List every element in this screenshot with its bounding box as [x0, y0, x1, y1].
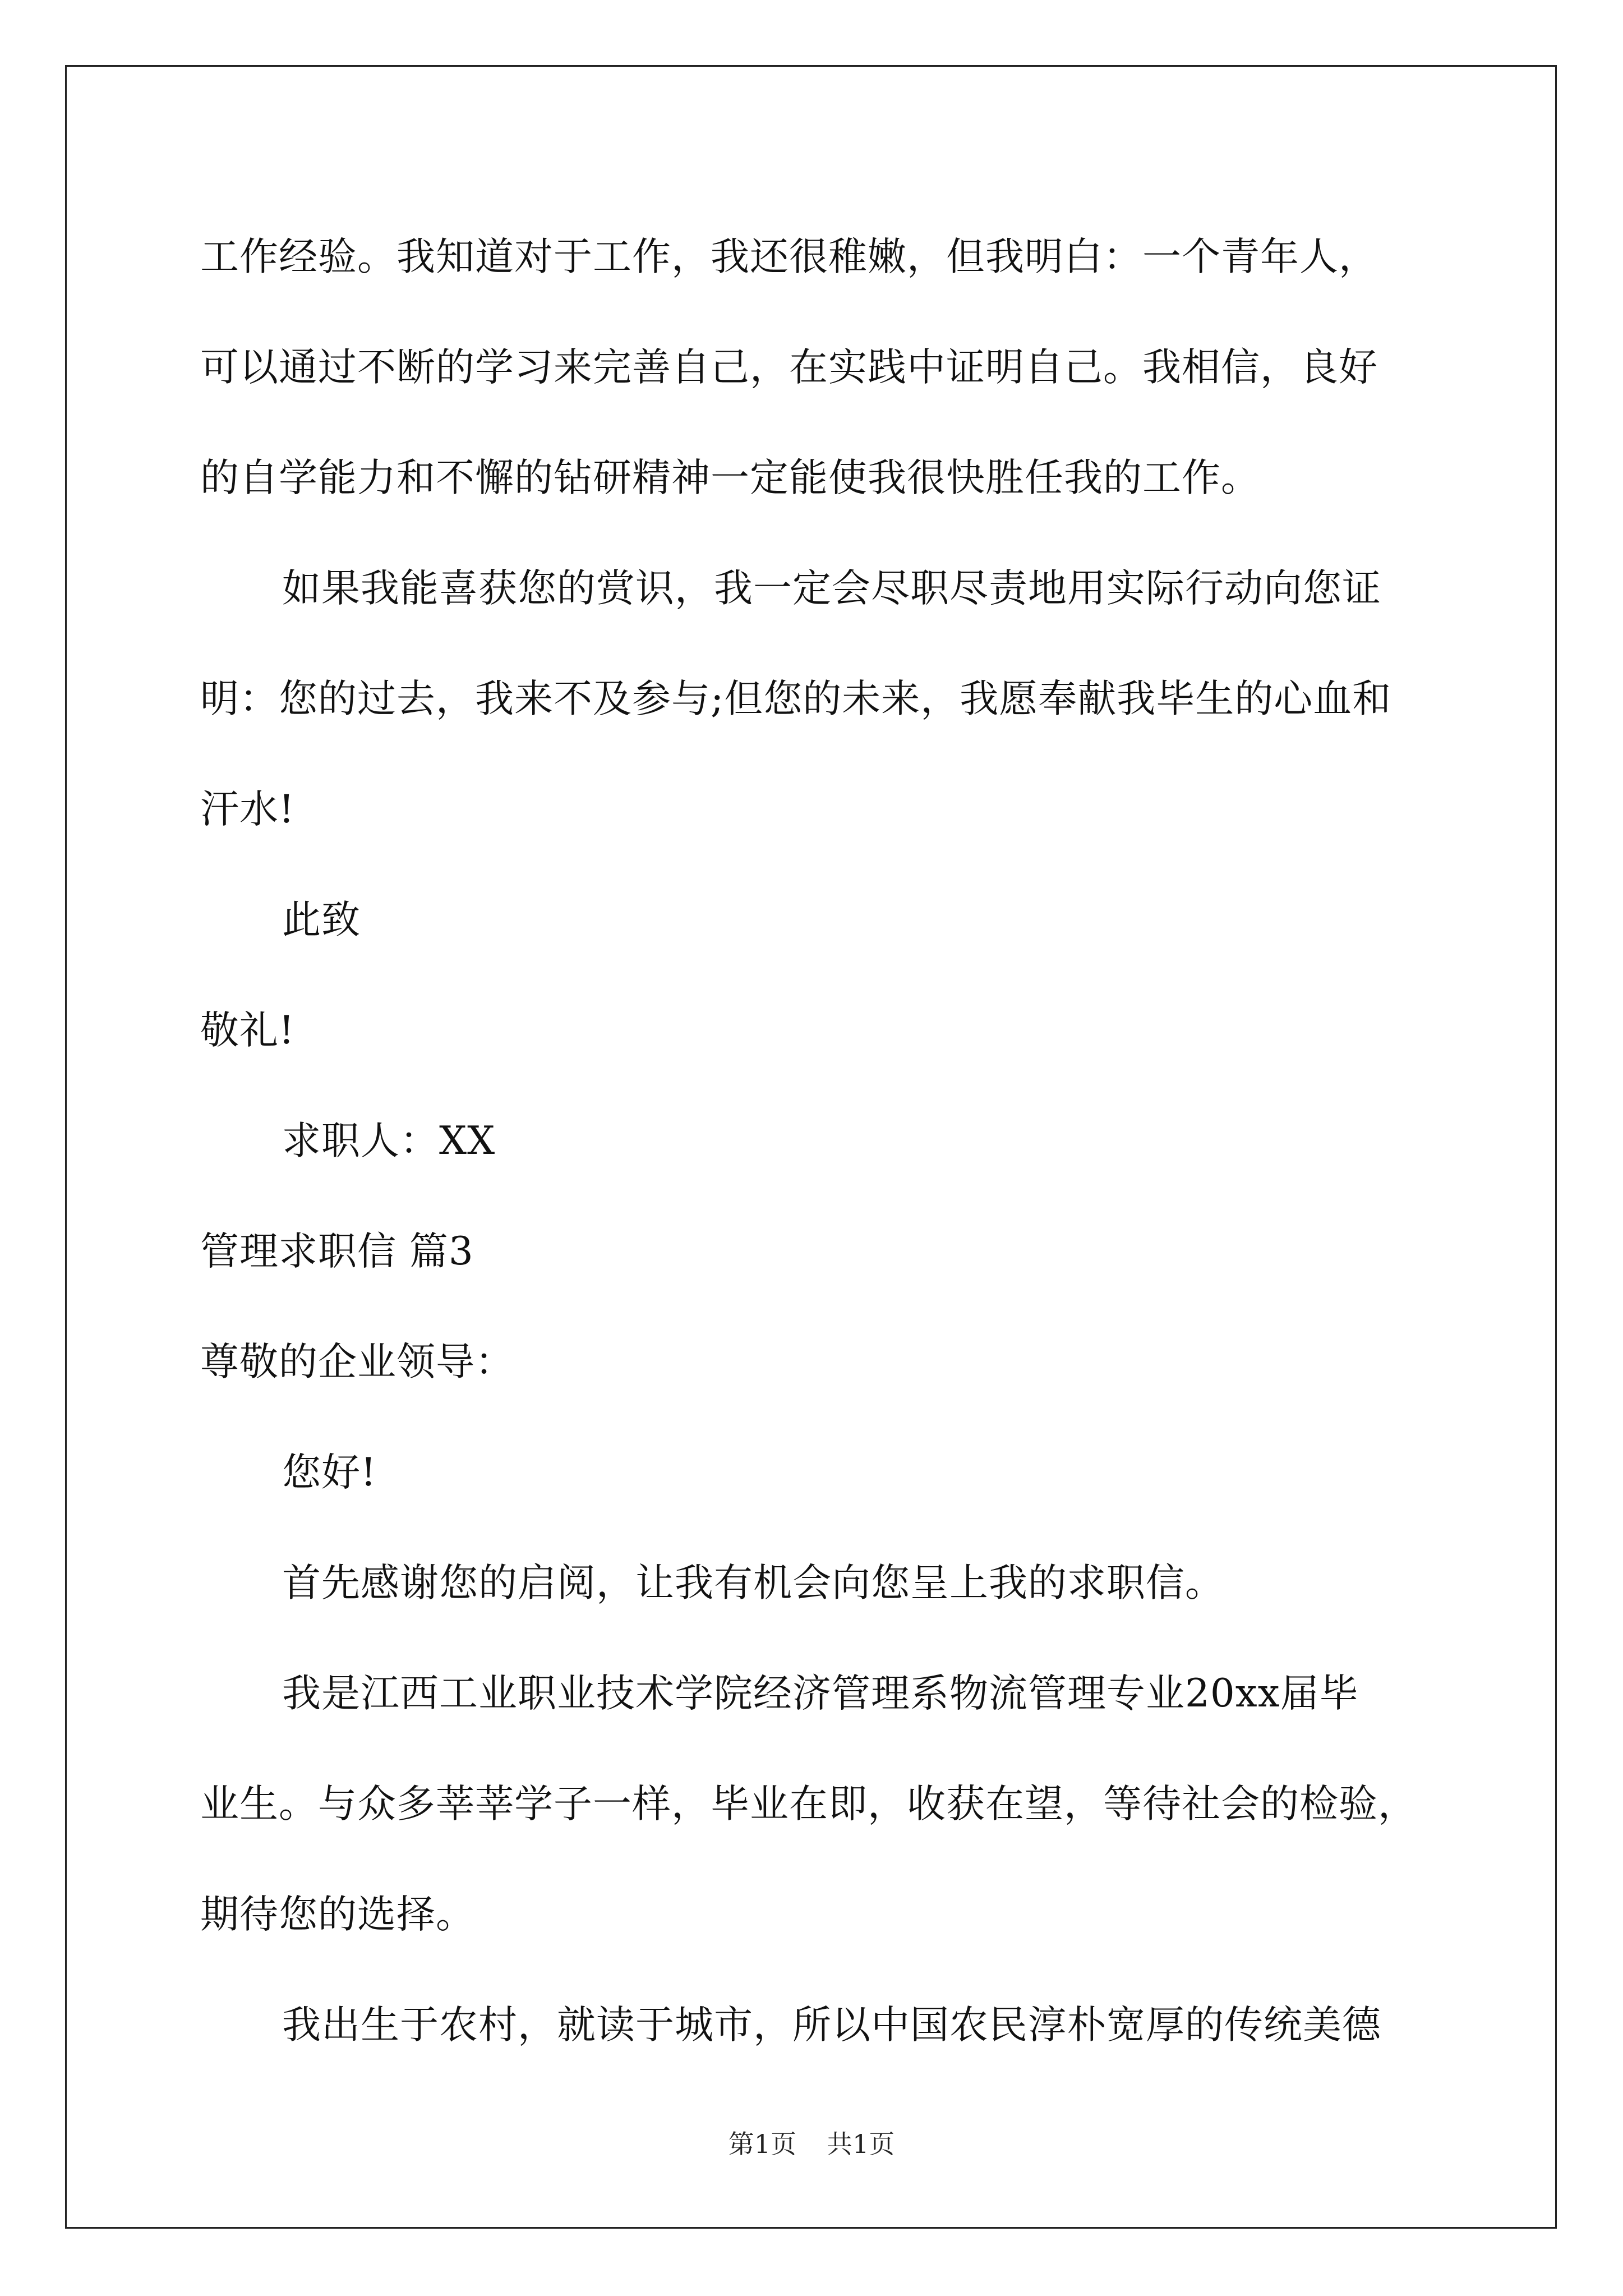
closing-salute: 敬礼!: [200, 1008, 295, 1053]
text-line: 首先感谢您的启阅，让我有机会向您呈上我的求职信。: [282, 1561, 1224, 1605]
text-line: 我是江西工业职业技术学院经济管理系物流管理专业20xx届毕: [282, 1671, 1359, 1716]
text-line: 可以通过不断的学习来完善自己，在实践中证明自己。我相信，良好: [200, 345, 1378, 390]
text-line: 期待您的选择。: [200, 1892, 475, 1937]
signature-line: 求职人：XX: [282, 1119, 496, 1163]
closing-greeting: 此致: [282, 898, 361, 942]
text-line: 我出生于农村，就读于城市，所以中国农民淳朴宽厚的传统美德: [282, 2003, 1381, 2047]
text-line: 明：您的过去，我来不及参与;但您的未来，我愿奉献我毕生的心血和: [200, 677, 1392, 721]
greeting: 您好!: [282, 1450, 377, 1495]
page-footer: [0, 2127, 1623, 2161]
text-line: 汗水!: [200, 787, 295, 832]
text-line: 业生。与众多莘莘学子一样，毕业在即，收获在望，等待社会的检验，: [200, 1782, 1417, 1826]
salutation: 尊敬的企业领导：: [200, 1340, 514, 1384]
section-heading: 管理求职信 篇3: [200, 1229, 474, 1274]
text-line: 如果我能喜获您的赏识，我一定会尽职尽责地用实际行动向您证: [282, 566, 1381, 611]
page-number: 第1页: [728, 2129, 796, 2159]
text-line: 工作经验。我知道对于工作，我还很稚嫩，但我明白：一个青年人，: [200, 234, 1378, 279]
text-line: 的自学能力和不懈的钻研精神一定能使我很快胜任我的工作。: [200, 455, 1260, 500]
page-total: 共1页: [827, 2129, 895, 2159]
document-body: [200, 202, 1451, 2081]
